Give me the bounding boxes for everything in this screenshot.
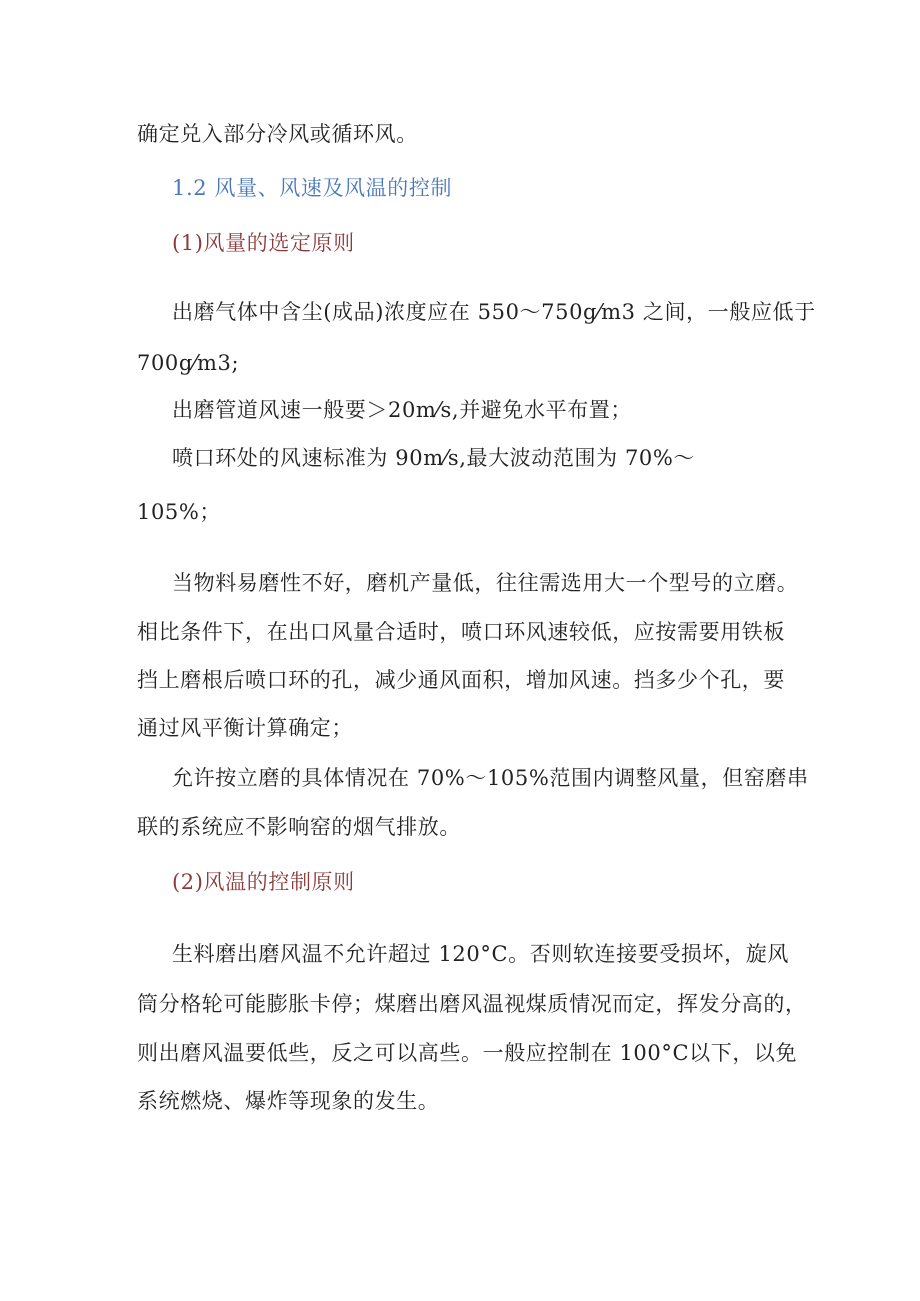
paragraph-line: 通过风平衡计算确定；	[137, 716, 353, 740]
paragraph-line: 联的系统应不影响窑的烟气排放。	[137, 815, 461, 839]
paragraph-line: 700g⁄m3;	[137, 351, 240, 375]
paragraph-line: 则出磨风温要低些，反之可以高些。一般应控制在 100°C以下，以免	[137, 1041, 798, 1065]
paragraph-line: 生料磨出磨风温不允许超过 120°C。否则软连接要受损坏，旋风	[172, 942, 789, 966]
paragraph-line: 当物料易磨性不好，磨机产量低，往往需选用大一个型号的立磨。	[172, 571, 799, 595]
subsection-heading-air-temperature: (2)风温的控制原则	[172, 870, 355, 894]
intro-line: 确定兑入部分冷风或循环风。	[137, 122, 418, 146]
subsection-heading-air-volume: (1)风量的选定原则	[172, 231, 355, 255]
paragraph-line: 挡上磨根后喷口环的孔，减少通风面积，增加风速。挡多少个孔，要	[137, 668, 785, 692]
paragraph-line: 105%；	[137, 500, 222, 524]
paragraph-line: 喷口环处的风速标准为 90m⁄s,最大波动范围为 70%～	[172, 446, 696, 470]
paragraph-line: 系统燃烧、爆炸等现象的发生。	[137, 1089, 440, 1113]
paragraph-line: 筒分格轮可能膨胀卡停；煤磨出磨风温视煤质情况而定，挥发分高的，	[137, 992, 807, 1016]
section-heading: 1.2 风量、风速及风温的控制	[172, 176, 453, 200]
paragraph-line: 出磨管道风速一般要＞20m⁄s,并避免水平布置；	[172, 398, 632, 422]
paragraph-line: 相比条件下，在出口风量合适时，喷口环风速较低，应按需要用铁板	[137, 620, 785, 644]
paragraph-line: 出磨气体中含尘(成品)浓度应在 550～750g⁄m3 之间，一般应低于	[172, 300, 816, 324]
paragraph-line: 允许按立磨的具体情况在 70%～105%范围内调整风量，但窑磨串	[172, 766, 809, 790]
